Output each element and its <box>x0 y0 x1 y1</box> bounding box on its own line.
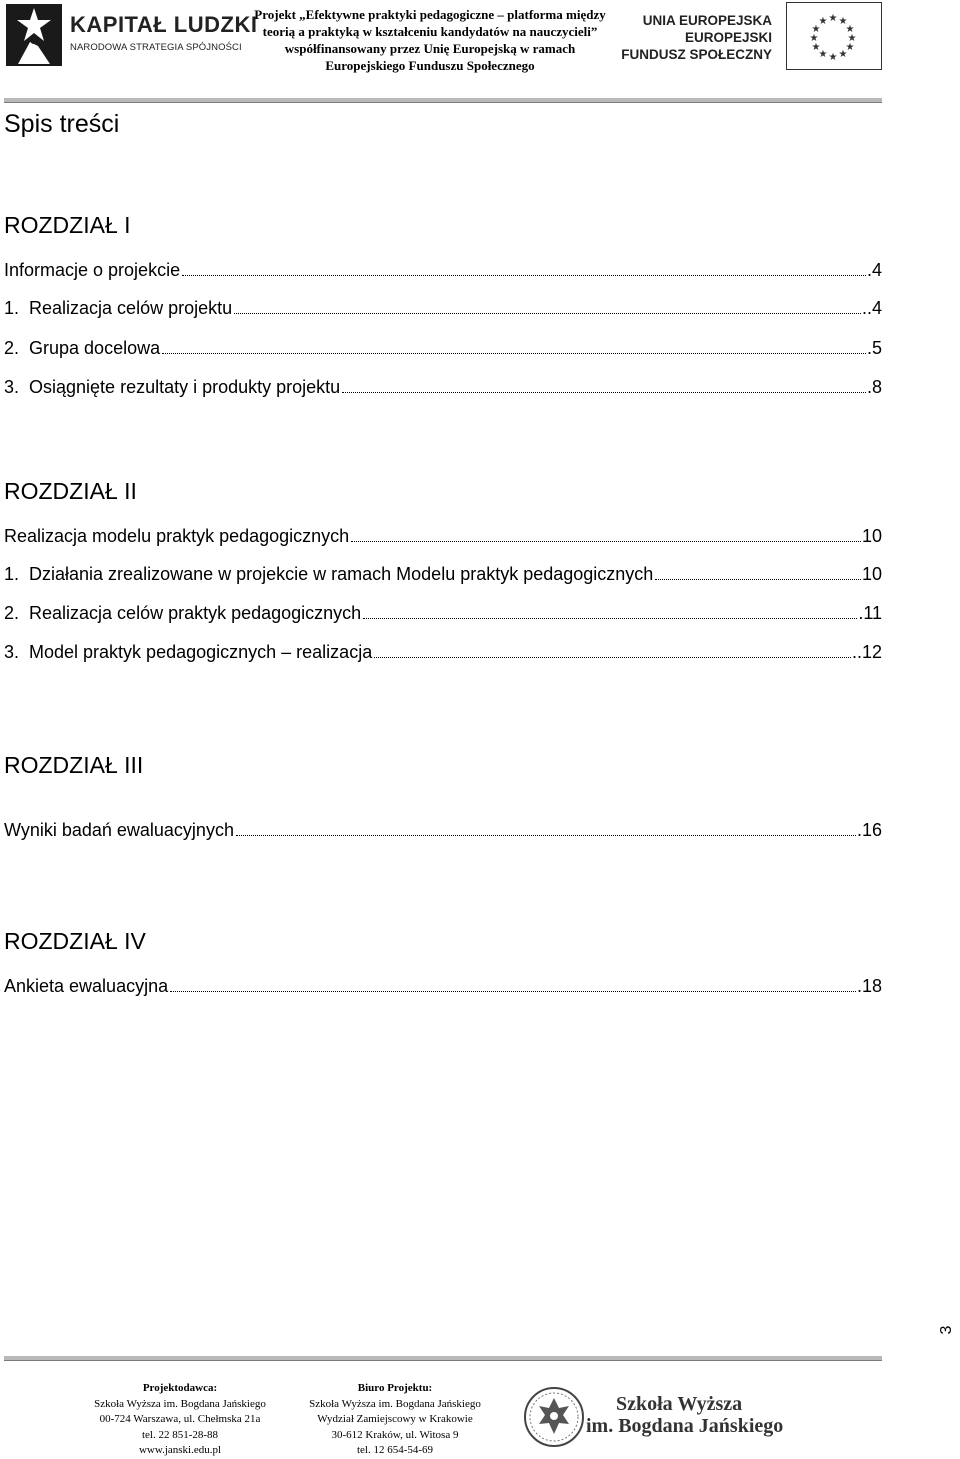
toc-entry-page: .5 <box>866 338 882 358</box>
svg-text:★: ★ <box>818 49 828 60</box>
toc-entry[interactable] <box>4 976 882 997</box>
toc-entry-text: 3. Osiągnięte rezultaty i produkty projektu <box>4 377 341 397</box>
toc-entry-page: ..4 <box>861 298 882 318</box>
toc-entry[interactable] <box>4 564 882 585</box>
toc-entry-text: 1. Realizacja celów projektu <box>4 298 233 318</box>
eu-flag-icon <box>786 2 882 70</box>
page-number: 3 <box>938 1325 955 1335</box>
toc-entry-page: .4 <box>866 260 882 280</box>
footer-line: 00-724 Warszawa, ul. Chełmska 21a <box>99 1413 261 1425</box>
toc-entry[interactable] <box>4 603 882 624</box>
toc-leader <box>374 657 851 658</box>
footer-line: Szkoła Wyższa im. Bogdana Jańskiego <box>309 1397 481 1410</box>
svg-text:★: ★ <box>809 33 819 44</box>
toc-entry-page: 10 <box>861 564 882 584</box>
svg-text:★: ★ <box>845 42 855 53</box>
chapter-heading: ROZDZIAŁ III <box>4 752 144 778</box>
project-line: Projekt „Efektywne praktyki pedagogiczne – platforma między <box>254 7 606 22</box>
toc-entry-page: .11 <box>858 603 882 623</box>
kapital-ludzki-logo <box>4 2 258 68</box>
footer-line: Wydział Zamiejscowy w Krakowie <box>317 1413 473 1425</box>
kapital-ludzki-emblem-icon <box>4 2 64 68</box>
toc-entry-text: Ankieta ewaluacyjna <box>4 976 169 996</box>
toc-entry[interactable] <box>4 260 882 281</box>
toc-title: Spis treści <box>4 110 120 138</box>
footer-rule <box>4 1356 882 1361</box>
footer-line: Szkoła Wyższa im. Bogdana Jańskiego <box>94 1397 266 1410</box>
toc-leader <box>234 313 861 314</box>
toc-entry-text: Realizacja modelu praktyk pedagogicznych <box>4 526 350 546</box>
svg-text:★: ★ <box>838 49 848 60</box>
toc-entry-text: Wyniki badań ewaluacyjnych <box>4 820 234 840</box>
eu-logo-line: EUROPEJSKI <box>684 30 772 45</box>
toc-entry[interactable] <box>4 338 882 359</box>
toc-entry-text: Informacje o projekcie <box>4 260 181 280</box>
toc-leader <box>351 541 861 542</box>
school-seal-icon <box>523 1384 585 1450</box>
svg-text:★: ★ <box>828 52 838 63</box>
school-name-line: im. Bogdana Jańskiego <box>586 1415 784 1437</box>
footer-title: Projektodawca: <box>142 1382 218 1394</box>
svg-text:★: ★ <box>845 24 855 35</box>
kapital-ludzki-subtitle: NARODOWA STRATEGIA SPÓJNOŚCI <box>70 42 242 53</box>
eu-stars-icon <box>787 3 880 68</box>
kapital-ludzki-title: KAPITAŁ LUDZKI <box>70 12 258 37</box>
svg-text:★: ★ <box>847 33 857 44</box>
toc-leader <box>655 579 861 580</box>
toc-entry-page: ..12 <box>851 642 882 662</box>
eu-logo-line: FUNDUSZ SPOŁECZNY <box>621 47 772 62</box>
svg-text:★: ★ <box>818 16 828 27</box>
toc-leader <box>182 275 866 276</box>
toc-entry[interactable] <box>4 820 882 841</box>
chapter-heading: ROZDZIAŁ II <box>4 478 137 504</box>
footer-line: tel. 12 654-54-69 <box>356 1444 434 1456</box>
toc-leader <box>162 353 866 354</box>
project-header <box>238 6 622 74</box>
footer-line: tel. 22 851-28-88 <box>141 1428 219 1441</box>
project-line: Europejskiego Funduszu Społecznego <box>325 58 535 73</box>
toc-entry-text: 1. Działania zrealizowane w projekcie w ramach Modelu praktyk pedagogicznych <box>4 564 654 584</box>
toc-entry-page: 10 <box>861 526 882 546</box>
footer-title: Biuro Projektu: <box>357 1382 433 1394</box>
toc-entry[interactable] <box>4 298 882 319</box>
project-line: współfinansowany przez Unię Europejską w ramach <box>284 41 576 56</box>
school-name-logo <box>586 1393 783 1437</box>
eu-logo-line: UNIA EUROPEJSKA <box>642 13 772 28</box>
toc-leader <box>363 618 857 619</box>
footer-line: 30-612 Kraków, ul. Witosa 9 <box>331 1428 459 1441</box>
footer-biuro <box>287 1381 503 1459</box>
toc-entry[interactable] <box>4 526 882 547</box>
toc-entry-text: 2. Grupa docelowa <box>4 338 161 358</box>
toc-entry-page: .18 <box>856 976 882 996</box>
toc-leader <box>170 991 856 992</box>
chapter-heading: ROZDZIAŁ I <box>4 212 131 238</box>
school-name-line: Szkoła Wyższa <box>616 1393 743 1415</box>
svg-text:★: ★ <box>828 13 838 24</box>
eu-logo <box>621 2 882 70</box>
toc-entry-text: 3. Model praktyk pedagogicznych – realizacja <box>4 642 373 662</box>
svg-text:★: ★ <box>811 42 821 53</box>
toc-leader <box>236 835 856 836</box>
toc-leader <box>342 392 866 393</box>
header-rule <box>4 98 882 103</box>
toc-entry[interactable] <box>4 642 882 663</box>
project-line: teorią a praktyką w kształceniu kandydatów na nauczycieli” <box>262 24 598 39</box>
footer-link[interactable]: www.janski.edu.pl <box>138 1444 222 1456</box>
chapter-heading: ROZDZIAŁ IV <box>4 928 146 954</box>
toc-entry-page: .16 <box>856 820 882 840</box>
svg-text:★: ★ <box>838 16 848 27</box>
toc-entry-text: 2. Realizacja celów praktyk pedagogicznych <box>4 603 362 623</box>
toc-entry[interactable] <box>4 377 882 398</box>
toc-entry-page: .8 <box>866 377 882 397</box>
footer-projektodawca <box>70 1381 290 1459</box>
svg-text:★: ★ <box>811 24 821 35</box>
